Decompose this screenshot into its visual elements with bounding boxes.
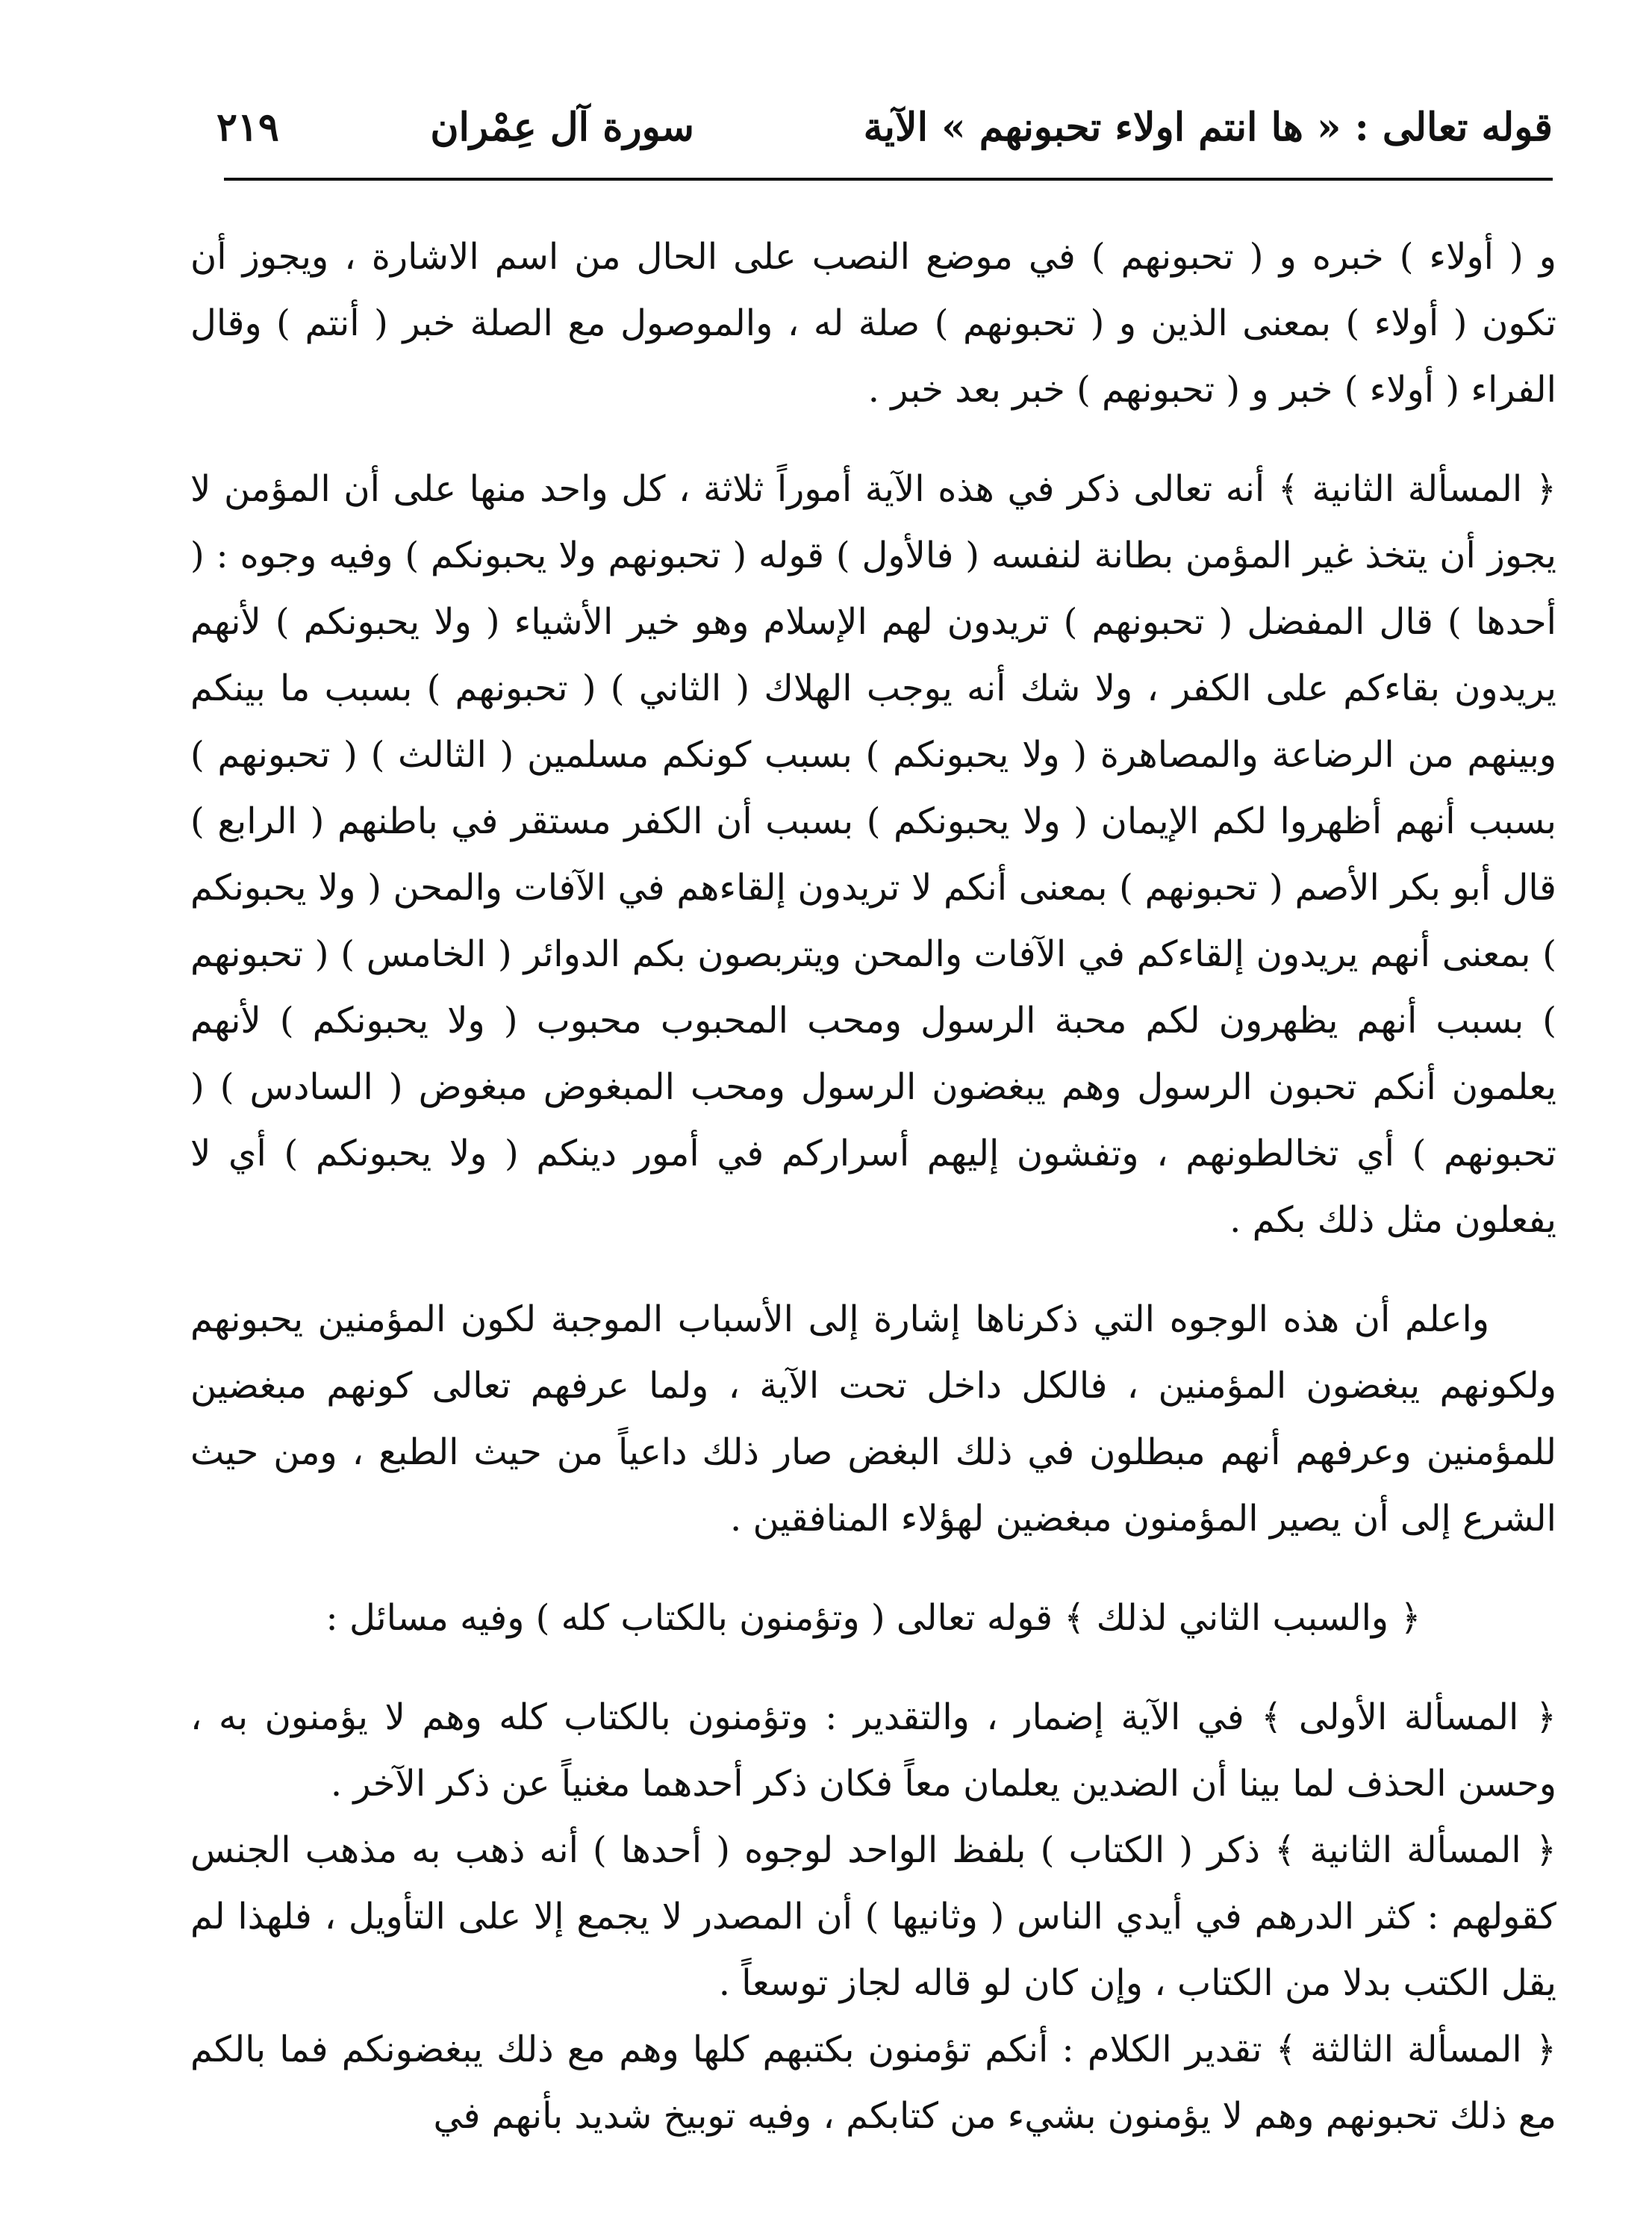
paragraph-masala-thalitha: ﴿ المسألة الثالثة ﴾ تقدير الكلام : أنكم تؤمنون بكتبهم كلها وهم مع ذلك يبغضونكم فما بالكم مع ذلك تحبونهم وهم لا يؤمنون بشيء من كتابكم ، وفيه توبيخ شديد بأنهم في — [190, 2029, 1556, 2137]
paragraph-masala-thaniya-kitab: ﴿ المسألة الثانية ﴾ ذكر ( الكتاب ) بلفظ الواحد لوجوه ( أحدها ) أنه ذهب به مذهب الجنس كقولهم : كثر الدرهم في أيدي الناس ( وثانيها ) أن المصدر لا يجمع إلا على التأويل ، فلهذا لم يقل الكتب بدلا من الكتاب ، وإن كان لو قاله لجاز توسعاً . — [190, 1829, 1556, 2004]
page-number: ٢١٩ — [216, 105, 279, 150]
body-text — [190, 224, 1556, 2150]
paragraph-wa-alam: واعلم أن هذه الوجوه التي ذكرناها إشارة إلى الأسباب الموجبة لكون المؤمنين يحبونهم ولكونهم يبغضون المؤمنين ، فالكل داخل تحت الآية ، ولما عرفهم تعالى كونهم مبغضين للمؤمنين وعرفهم أنهم مبطلون في ذلك البغض صار ذلك داعياً من حيث الطبع ، ومن حيث الشرع إلى أن يصير المؤمنون مبغضين لهؤلاء المنافقين . — [190, 1298, 1556, 1540]
header-rule — [224, 178, 1553, 181]
paragraph-masala-ula: ﴿ المسألة الأولى ﴾ في الآية إضمار ، والتقدير : وتؤمنون بالكتاب كله وهم لا يؤمنون به ، وحسن الحذف لما بينا أن الضدين يعلمان معاً فكان ذكر أحدهما مغنياً عن ذكر الآخر . — [190, 1696, 1556, 1805]
paragraph-masala-thaniya: ﴿ المسألة الثانية ﴾ أنه تعالى ذكر في هذه الآية أموراً ثلاثة ، كل واحد منها على أن المؤمن لا يجوز أن يتخذ غير المؤمن بطانة لنفسه ( فالأول ) قوله ( تحبونهم ولا يحبونكم ) وفيه وجوه : ( أحدها ) قال المفضل ( تحبونهم ) تريدون لهم الإسلام وهو خير الأشياء ( ولا يحبونكم ) لأنهم يريدون بقاءكم على الكفر ، ولا شك أنه يوجب الهلاك ( الثاني ) ( تحبونهم ) بسبب ما بينكم وبينهم من الرضاعة والمصاهرة ( ولا يحبونكم ) بسبب كونكم مسلمين ( الثالث ) ( تحبونهم ) بسبب أنهم أظهروا لكم الإيمان ( ولا يحبونكم ) بسبب أن الكفر مستقر في باطنهم ( الرابع ) قال أبو بكر الأصم ( تحبونهم ) بمعنى أنكم لا تريدون إلقاءهم في الآفات والمحن ( ولا يحبونكم ) بمعنى أنهم يريدون إلقاءكم في الآفات والمحن ويتربصون بكم الدوائر ( الخامس ) ( تحبونهم ) بسبب أنهم يظهرون لكم محبة الرسول ومحب المحبوب محبوب ( ولا يحبونكم ) لأنهم يعلمون أنكم تحبون الرسول وهم يبغضون الرسول ومحب المبغوض مبغوض ( السادس ) ( تحبونهم ) أي تخالطونهم ، وتفشون إليهم أسراركم في أمور دينكم ( ولا يحبونكم ) أي لا يفعلون مثل ذلك بكم . — [190, 468, 1557, 1241]
surah-name: سورة آل عِمْران — [430, 105, 694, 150]
header-title: قوله تعالى : « ها انتم اولاء تحبونهم » الآية — [863, 105, 1553, 150]
paragraph-sabab-thani: ﴿ والسبب الثاني لذلك ﴾ قوله تعالى ( وتؤمنون بالكتاب كله ) وفيه مسائل : — [325, 1597, 1421, 1639]
paragraph-awla-khabar: و ( أولاء ) خبره و ( تحبونهم ) في موضع النصب على الحال من اسم الاشارة ، ويجوز أن تكون ( أولاء ) بمعنى الذين و ( تحبونهم ) صلة له ، والموصول مع الصلة خبر ( أنتم ) وقال الفراء ( أولاء ) خبر و ( تحبونهم ) خبر بعد خبر . — [190, 236, 1556, 411]
running-header — [216, 105, 1553, 175]
